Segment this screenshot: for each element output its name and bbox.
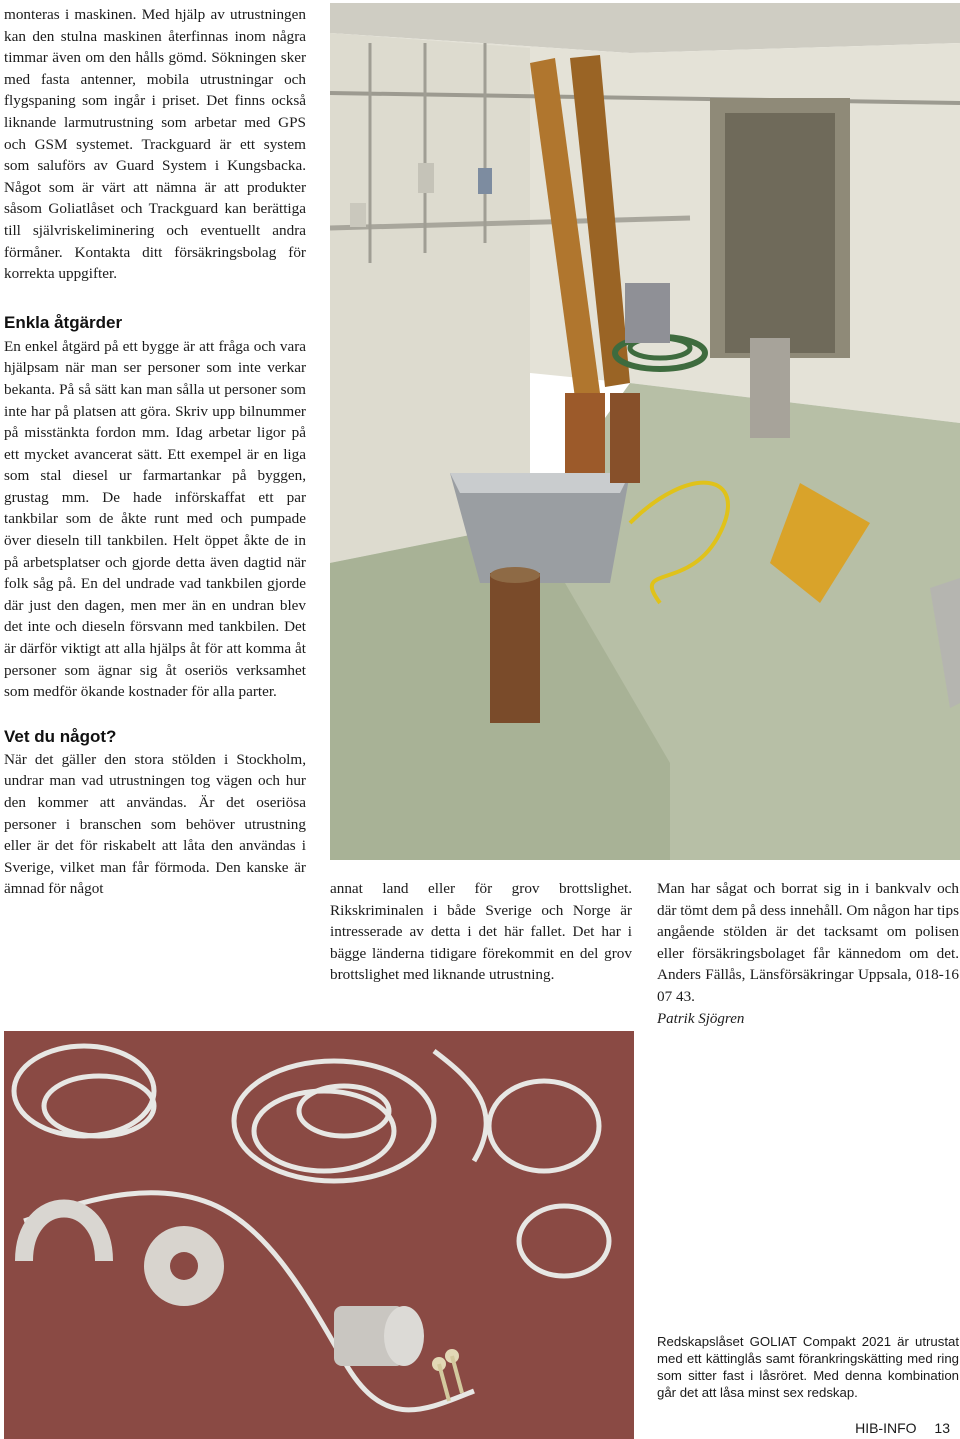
chain-lock-photo [4,1031,634,1439]
column-2 [330,878,632,986]
body-paragraph: När det gäller den stora stölden i Stockholm, undrar man vad utrustningen tog vägen och hur den kommer att användas. Är det oseriösa personer i branschen som behöver utrustning eller är det för riskabelt att låta den användas i Sverige, vilket man får förmoda. Den kanske är ämnad för något [4,750,306,898]
author-byline: Patrik Sjögren [657,1010,745,1027]
body-paragraph: monteras i maskinen. Med hjälp av utrustningen kan den stulna maskinen återfinnas inom några timmar även om den hålls gömd. Sökningen sker med fasta antenner, mobila utrustningar och flygspaning som ingår i priset. Det finns också liknande larmutrustning som arbetar med GPS och GSM systemet. Trackguard är ett system som saluförs av Guard System i Kungsbacka. Något som är värt att nämna är att produkter såsom Goliatlåset och Trackguard kan berättiga till självriskeliminering och eventuellt andra förmåner. Kontakta ditt försäkringsbolag för korrekta uppgifter. [4,6,306,283]
body-paragraph: Man har sågat och borrat sig in i bankvalv och där tömt dem på dess innehåll. Om någon har tips angående stölden är det tacksamt om polisen eller försäkringsbolaget får kännedom om det. Anders Fällås, Länsförsäkringar Uppsala, 018-16 07 43. [657,880,959,1005]
body-paragraph: annat land eller för grov brottslighet. Rikskriminalen i både Sverige och Norge är intresserade av detta i det här fallet. Det har i bägge länderna tidigare förekommit en del grov brottslighet med liknande utrustning. [330,880,632,984]
publication-name: HIB-INFO [855,1420,917,1436]
column-3 [657,878,959,1030]
caption-text: Redskapslåset GOLIAT Compakt 2021 är utrustat med ett kättinglås samt förankringskätting med ring som sitter fast i låsröret. Med denna kombination går det att låsa minst sex redskap. [657,1334,959,1400]
body-paragraph: En enkel åtgärd på ett bygge är att fråga och vara hjälpsam när man ser personer som inte verkar bekanta. På så sätt kan man sålla ut personer som inte har på platsen att göra. Skriv upp bilnummer på misstänkta fordon mm. Idag arbetar ligor på ett mycket avancerat sätt. Ett exempel är en liga som stal diesel ur farmartankar på byggen, grustag mm. De hade införskaffat ett par tankbilar som de åkte runt med och pumpade över dieseln till tankbilen. Helt öppet åkte de in på arbetsplatser och gjorde detta även dagtid när folk såg på. En del undrade vad tankbilen gjorde där just den dagen, men mer än en undran blev det inte och dieseln försvann med tankbilen. Det är därför viktigt att alla hjälps åt för att komma åt personer som ägnar sig åt oseriös verksamhet som medför ökande kostnader för alla parter. [4,337,306,701]
page-footer [841,1420,950,1436]
column-1 [4,4,306,900]
section-heading: Vet du något? [4,726,117,746]
section-heading: Enkla åtgärder [4,312,123,332]
photo-caption [657,1333,959,1401]
page-number: 13 [934,1420,950,1436]
storage-room-photo [330,3,960,860]
